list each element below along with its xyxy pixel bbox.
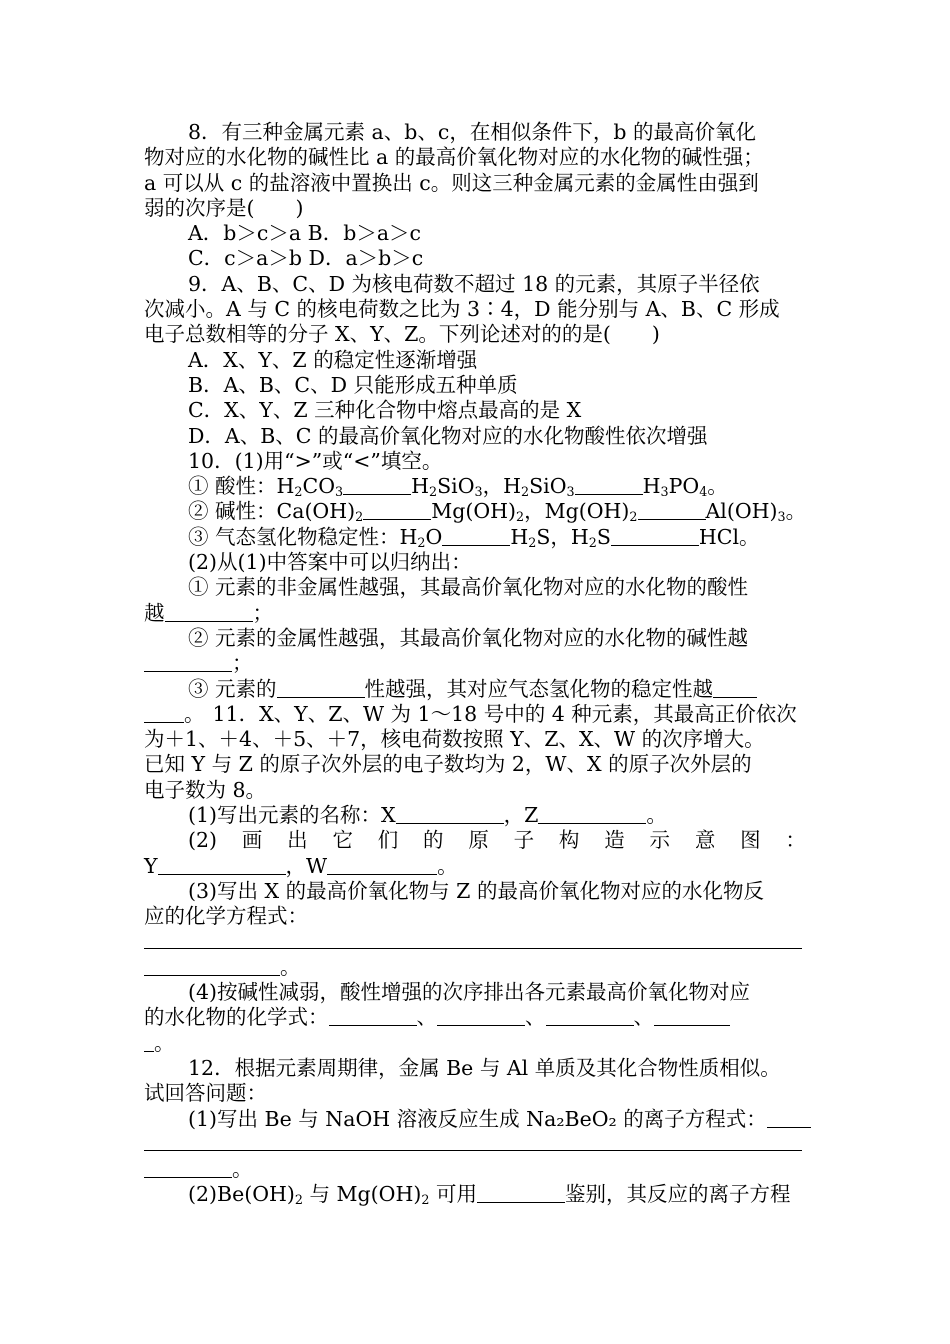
q10-part2-item1-b: 越 ； [144,600,273,625]
q9-option-d: D．A、B、C 的最高价氧化物对应的水化物酸性依次增强 [188,423,708,448]
q10-basicity-row: ② 碱性：$Ca(OH)_2$ $Mg(OH)_2$，$Mg(OH)_2$ $Al(OH)_3$。 [188,499,807,525]
q11-part3-answer-line [144,930,806,955]
q9-option-a: A．X、Y、Z 的稳定性逐渐增强 [188,347,478,372]
q11-part4-line2: 的水化物的化学式： 、 、 、 [144,1005,806,1030]
answer-blank[interactable] [165,602,253,622]
q10-part2-item2-b: ； [144,651,806,676]
answer-blank[interactable] [144,652,232,672]
q10-part2-item3-a: ③ 元素的 性越强，其对应气态氢化物的稳定性越 [144,677,806,702]
q11-part4-line1: (4)按碱性减弱，酸性增强的次序排出各元素最高价氧化物对应 [188,980,751,1005]
answer-blank[interactable] [546,1006,634,1026]
q9-option-b: B．A、B、C、D 只能形成五种单质 [188,372,518,397]
q11-part3-answer-end: 。 [144,955,806,980]
answer-blank[interactable] [144,1158,232,1178]
answer-blank[interactable] [144,956,280,976]
q10-acidity-row: ① 酸性：$H_2CO_3$ $H_2SiO_3$，$H_2SiO_3$ $H_3PO_4$。 [188,474,728,500]
answer-line[interactable] [144,930,802,949]
answer-blank[interactable] [442,526,510,546]
q11-part1: (1)写出元素的名称：X ，Z 。 [188,803,667,828]
q10-part2-head: (2)从(1)中答案中可以归纳出： [188,550,472,575]
q11-line2: 为＋1、＋4、＋5、＋7，核电荷数按照 Y、Z、X、W 的次序增大。 [144,727,765,752]
answer-blank[interactable] [329,1006,417,1026]
answer-blank[interactable] [538,804,646,824]
answer-blank[interactable] [396,804,504,824]
q12-line2: 试回答问题： [144,1081,267,1106]
q10-part2-item2-a: ② 元素的金属性越强，其最高价氧化物对应的水化物的碱性越 [188,625,749,650]
q11-line3: 已知 Y 与 Z 的原子次外层的电子数均为 2，W、X 的原子次外层的 [144,752,752,777]
answer-blank[interactable] [654,1006,730,1026]
worksheet-page [144,120,806,1208]
q11-part2-line2: Y ，W 。 [144,853,458,878]
answer-blank[interactable] [144,1032,154,1052]
q10-line1: 10．(1)用“>”或“<”填空。 [188,448,443,473]
q11-line1: 11．X、Y、Z、W 为 1～18 号中的 4 种元素，其最高正价依次 [212,701,797,726]
q8-line3: a 可以从 c 的盐溶液中置换出 c。则这三种金属元素的金属性由强到 [144,170,759,195]
q12-line1: 12．根据元素周期律，金属 Be 与 Al 单质及其化合物性质相似。 [188,1055,781,1080]
q9-option-c: C．X、Y、Z 三种化合物中熔点最高的是 X [188,398,582,423]
q8-options-ab: A．b＞c＞a B．b＞a＞c [188,221,422,246]
answer-blank[interactable] [343,475,411,495]
answer-blank[interactable] [575,475,643,495]
answer-blank[interactable] [327,855,437,875]
q9-line1: 9．A、B、C、D 为核电荷数不超过 18 的元素，其原子半径依 [188,271,760,296]
answer-line[interactable] [144,1132,802,1151]
q10-stability-row: ③ 气态氢化物稳定性：$H_2O$ $H_2S$，$H_2S$ HCl。 [188,524,760,550]
q10-part2-item1-a: ① 元素的非金属性越强，其最高价氧化物对应的水化物的酸性 [188,575,749,600]
q9-line2: 次减小。A 与 C 的核电荷数之比为 3∶4，D 能分别与 A、B、C 形成 [144,297,780,322]
answer-blank[interactable] [611,526,699,546]
q10-part2-item3-b-with-q11: 。 11．X、Y、Z、W 为 1～18 号中的 4 种元素，其最高正价依次 [144,702,806,727]
answer-blank[interactable] [158,855,286,875]
q8-line2: 物对应的水化物的碱性比 a 的最高价氧化物对应的水化物的碱性强； [144,145,764,170]
answer-blank[interactable] [437,1006,525,1026]
q12-part2: $(2)Be(OH)_2$ 与 $Mg(OH)_2$ 可用 鉴别，其反应的离子方程 [188,1182,791,1208]
answer-blank[interactable] [767,1108,811,1128]
q12-part1: (1)写出 Be 与 NaOH 溶液反应生成 Na₂BeO₂ 的离子方程式： [144,1107,806,1132]
answer-blank[interactable] [144,703,184,723]
q12-part1-answer-line [144,1132,806,1157]
q9-line3: 电子总数相等的分子 X、Y、Z。下列论述对的的是( ) [144,322,660,347]
answer-blank[interactable] [363,500,431,520]
answer-blank[interactable] [477,1183,565,1203]
q11-line4: 电子数为 8。 [144,777,267,802]
q11-part3-line2: 应的化学方程式： [144,904,308,929]
q11-part4-line3: 。 [144,1031,806,1056]
answer-blank[interactable] [638,500,706,520]
answer-blank[interactable] [277,678,365,698]
q8-options-cd: C．c＞a＞b D．a＞b＞c [188,246,424,271]
q11-part3-line1: (3)写出 X 的最高价氧化物与 Z 的最高价氧化物对应的水化物反 [188,878,764,903]
q11-part2-line1: (2) 画 出 它 们 的 原 子 构 造 示 意 图 ： [188,828,806,853]
q8-line1: 8．有三种金属元素 a、b、c，在相似条件下，b 的最高价氧化 [188,120,757,144]
answer-blank[interactable] [713,678,757,698]
q12-part1-answer-end: 。 [144,1157,806,1182]
q8-line4: 弱的次序是( ) [144,195,304,220]
